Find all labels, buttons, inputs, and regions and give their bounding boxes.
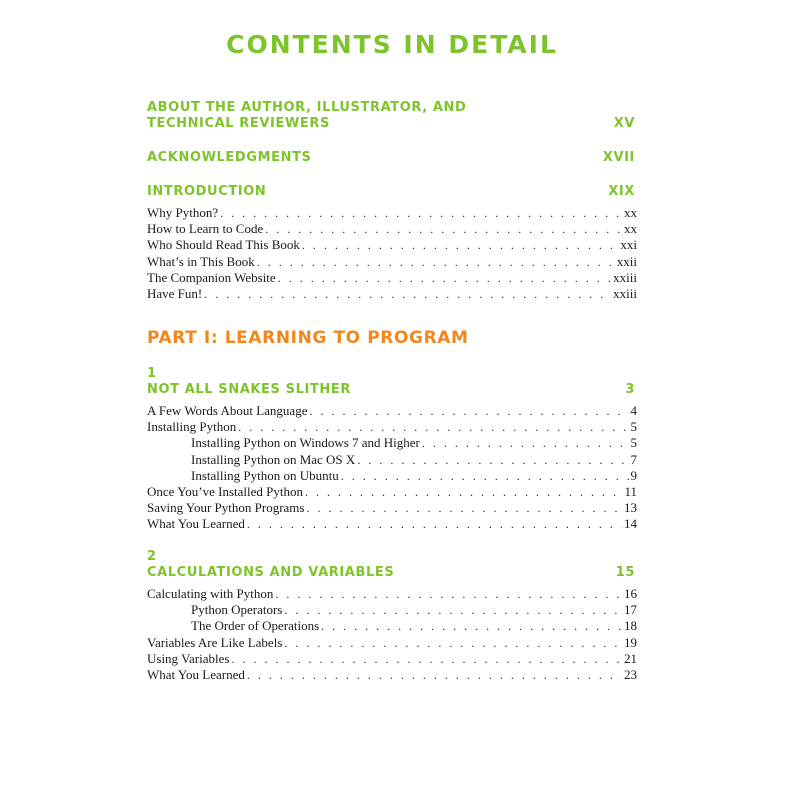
dot-leader — [357, 452, 628, 468]
dot-leader — [341, 468, 629, 484]
chapter-page: 3 — [625, 382, 635, 397]
toc-subentry[interactable] — [147, 468, 637, 484]
toc-entry[interactable] — [147, 419, 637, 435]
toc-entry-page: xxiii — [613, 285, 637, 301]
dot-leader — [247, 516, 622, 532]
toc-entry-page: 13 — [624, 500, 637, 516]
toc-entry[interactable] — [147, 484, 637, 500]
dot-leader — [284, 602, 622, 618]
toc-entry-label: Installing Python on Ubuntu — [191, 467, 339, 483]
toc-entry[interactable] — [147, 254, 637, 270]
toc-heading-line1: ACKNOWLEDGMENTS — [147, 150, 312, 165]
chapter-heading-1[interactable] — [147, 366, 637, 398]
chapter-page: 15 — [615, 565, 635, 580]
toc-entry-page: 23 — [624, 666, 637, 682]
toc-entry-page: xx — [624, 205, 637, 220]
dot-leader — [278, 270, 611, 286]
dot-leader — [238, 419, 628, 435]
toc-entry-page: 14 — [624, 516, 637, 532]
toc-entry-page: 5 — [630, 419, 637, 435]
toc-heading-about[interactable] — [147, 100, 637, 132]
toc-heading-line1: INTRODUCTION — [147, 184, 267, 199]
part-heading[interactable]: PART I: LEARNING TO PROGRAM — [147, 328, 469, 348]
toc-entry-page: 4 — [630, 403, 637, 418]
chapter-heading-2[interactable] — [147, 549, 637, 581]
dot-leader — [309, 403, 628, 419]
dot-leader — [257, 254, 615, 270]
toc-entry-label: What’s in This Book — [147, 253, 255, 269]
toc-entry-page: xx — [624, 221, 637, 237]
toc-heading-line1: ABOUT THE AUTHOR, ILLUSTRATOR, AND — [147, 100, 467, 115]
toc-entry[interactable] — [147, 221, 637, 237]
toc-entry-label: Once You’ve Installed Python — [147, 483, 303, 499]
toc-entry-page: 7 — [630, 451, 637, 467]
dot-leader — [306, 500, 622, 516]
toc-entry-label: How to Learn to Code — [147, 221, 264, 237]
toc-entry-page: 18 — [624, 618, 637, 634]
toc-entry[interactable] — [147, 635, 637, 651]
chapter-1-entries — [147, 403, 637, 533]
toc-entry[interactable] — [147, 651, 637, 667]
dot-leader — [265, 221, 622, 237]
toc-subentry[interactable] — [147, 602, 637, 618]
toc-heading-page: XIX — [608, 184, 635, 199]
toc-entry-page: 21 — [624, 650, 637, 666]
toc-entry[interactable] — [147, 205, 637, 221]
chapter-2-entries — [147, 586, 637, 683]
chapter-title: NOT ALL SNAKES SLITHER — [147, 382, 351, 397]
toc-entry[interactable] — [147, 516, 637, 532]
toc-heading-page: XVII — [602, 150, 635, 165]
chapter-number: 1 — [147, 366, 157, 381]
toc-entry-page: xxi — [620, 237, 637, 253]
dot-leader — [220, 205, 622, 221]
toc-entry-page: xxiii — [613, 269, 637, 285]
dot-leader — [422, 435, 629, 451]
toc-entry-label: Installing Python on Windows 7 and Higher — [191, 435, 420, 451]
dot-leader — [321, 618, 622, 634]
dot-leader — [302, 237, 619, 253]
toc-subentry[interactable] — [147, 452, 637, 468]
toc-entry[interactable] — [147, 586, 637, 602]
toc-entry-label: What You Learned — [147, 516, 245, 532]
dot-leader — [275, 586, 622, 602]
toc-entry-label: The Order of Operations — [191, 618, 320, 634]
toc-subentry[interactable] — [147, 435, 637, 451]
toc-entry-page: 16 — [624, 586, 637, 601]
toc-entry-page: 5 — [630, 435, 637, 451]
toc-heading-introduction[interactable] — [147, 184, 637, 200]
toc-entry-label: Have Fun! — [147, 285, 203, 301]
toc-entry-label: Using Variables — [147, 650, 230, 666]
toc-entry[interactable] — [147, 403, 637, 419]
dot-leader — [204, 286, 611, 302]
toc-entry-label: Calculating with Python — [147, 586, 274, 601]
toc-entry-label: Python Operators — [191, 602, 283, 618]
toc-entry-label: Installing Python — [147, 419, 237, 435]
toc-subentry[interactable] — [147, 618, 637, 634]
dot-leader — [284, 635, 622, 651]
toc-entry-page: xxii — [616, 253, 637, 269]
toc-entry-label: What You Learned — [147, 666, 245, 682]
toc-heading-acknowledgments[interactable] — [147, 150, 637, 166]
dot-leader — [305, 484, 622, 500]
introduction-entries — [147, 205, 637, 302]
toc-entry[interactable] — [147, 286, 637, 302]
dot-leader — [247, 667, 622, 683]
toc-entry[interactable] — [147, 237, 637, 253]
dot-leader — [231, 651, 622, 667]
chapter-number: 2 — [147, 549, 157, 564]
toc-heading-line2: TECHNICAL REVIEWERS — [147, 116, 330, 131]
toc-entry[interactable] — [147, 667, 637, 683]
toc-entry-page: 11 — [624, 483, 637, 499]
toc-entry-label: Saving Your Python Programs — [147, 500, 305, 516]
toc-entry-page: 17 — [624, 602, 637, 618]
page-title: CONTENTS IN DETAIL — [226, 30, 558, 59]
toc-entry[interactable] — [147, 270, 637, 286]
toc-heading-page: XV — [613, 116, 635, 131]
toc-entry-label: Installing Python on Mac OS X — [191, 451, 356, 467]
chapter-title: CALCULATIONS AND VARIABLES — [147, 565, 395, 580]
toc-entry-page: 9 — [630, 467, 637, 483]
toc-entry-label: Variables Are Like Labels — [147, 634, 283, 650]
toc-entry-page: 19 — [624, 634, 637, 650]
toc-entry-label: A Few Words About Language — [147, 403, 308, 418]
toc-entry-label: Why Python? — [147, 205, 219, 220]
toc-entry-label: Who Should Read This Book — [147, 237, 300, 253]
toc-entry[interactable] — [147, 500, 637, 516]
toc-entry-label: The Companion Website — [147, 269, 276, 285]
